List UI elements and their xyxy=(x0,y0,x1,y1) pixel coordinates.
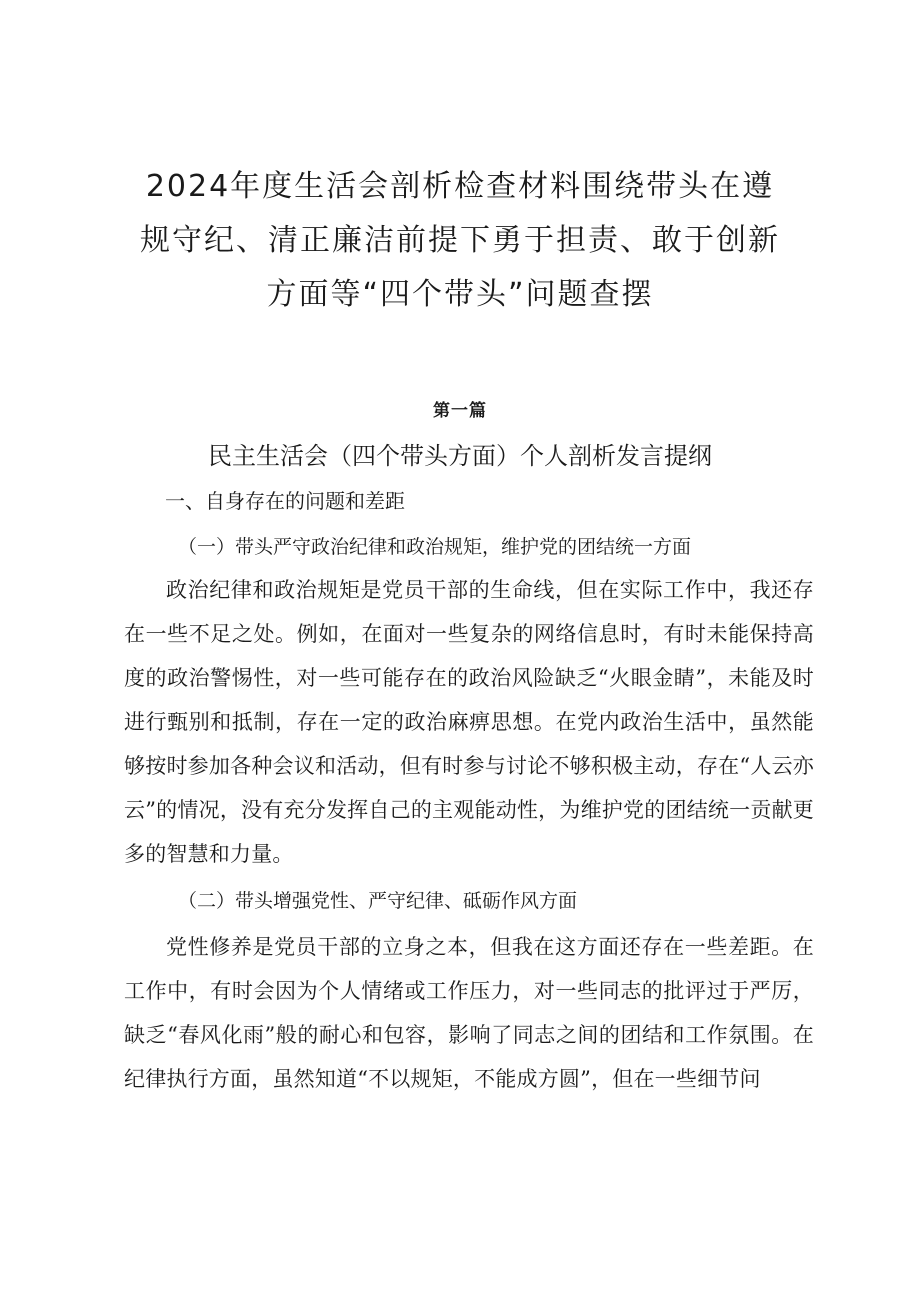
chapter-label: 第一篇 xyxy=(433,401,487,421)
subsection-paragraph-2: 党性修养是党员干部的立身之本，但我在这方面还存在一些差距。在工作中，有时会因为个人情绪或工作压力，对一些同志的批评过于严厉，缺乏“春风化雨”般的耐心和包容，影响了同志之间的团结和工作氛围。在纪律执行方面，虽然知道“不以规矩，不能成方圆”，但在一些细节问 xyxy=(124,935,814,1091)
subsection-heading-2: （二）带头增强党性、严守纪律、砥砺作风方面 xyxy=(178,890,578,912)
document-title xyxy=(120,160,800,322)
heading-problems-and-gaps: 一、自身存在的问题和差距 xyxy=(165,489,405,513)
title-line-3: 方面等“四个带头”问题查摆 xyxy=(266,277,654,312)
section-title: 民主生活会（四个带头方面）个人剖析发言提纲 xyxy=(208,442,712,470)
title-line-2: 规守纪、清正廉洁前提下勇于担责、敢于创新 xyxy=(140,223,780,258)
subsection-paragraph-1: 政治纪律和政治规矩是党员干部的生命线，但在实际工作中，我还存在一些不足之处。例如，在面对一些复杂的网络信息时，有时未能保持高度的政治警惕性，对一些可能存在的政治风险缺乏“火眼金睛”，未能及时进行甄别和抵制，存在一定的政治麻痹思想。在党内政治生活中，虽然能够按时参加各种会议和活动，但有时参与讨论不够积极主动，存在“人云亦云”的情况，没有充分发挥自己的主观能动性，为维护党的团结统一贡献更多的智慧和力量。 xyxy=(124,578,814,866)
title-line-1: 2024年度生活会剖析检查材料围绕带头在遵 xyxy=(145,169,775,204)
subsection-heading-1: （一）带头严守政治纪律和政治规矩，维护党的团结统一方面 xyxy=(178,536,692,558)
